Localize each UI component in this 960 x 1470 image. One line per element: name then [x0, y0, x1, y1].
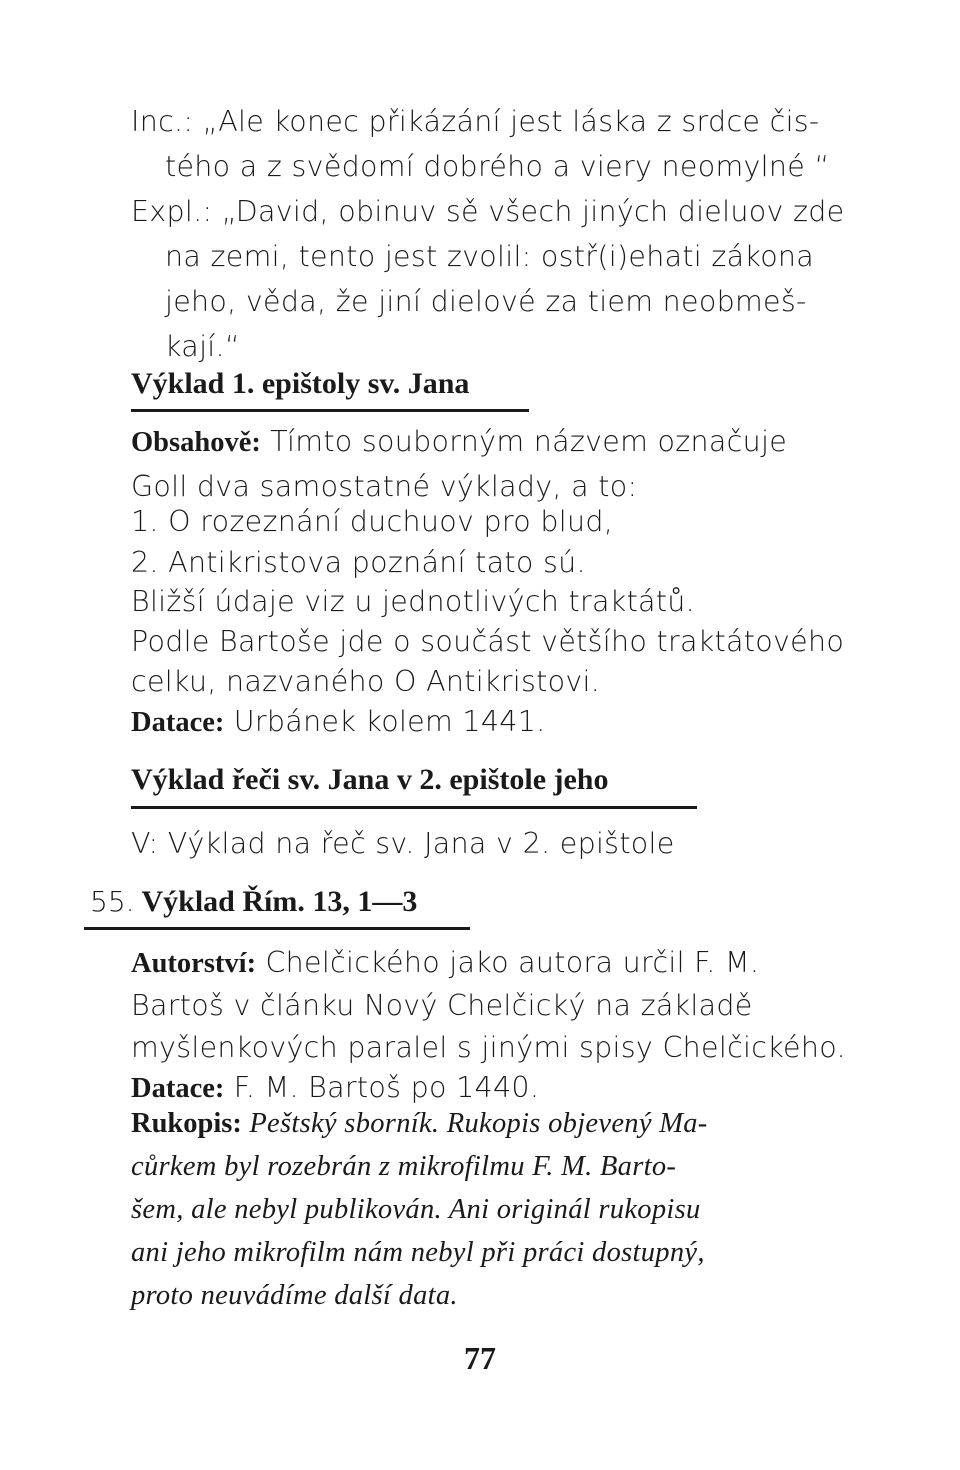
- obsah-line-1: [131, 420, 787, 465]
- section-title: Výklad Řím. 13, 1—3: [141, 885, 418, 918]
- incipit-line-2: tého a z svědomí dobrého a viery neomylné “: [165, 150, 830, 183]
- obsah-line-2: Goll dva samostatné výklady, a to:: [131, 470, 638, 503]
- section-heading-vyklad-1-epistoly: Výklad 1. epištoly sv. Jana: [131, 367, 470, 400]
- autorstvi-label: Autorství:: [131, 948, 257, 979]
- autorstvi-line-3: myšlenkových paralel s jinými spisy Chelčického.: [131, 1031, 846, 1064]
- datace-label: Datace:: [131, 707, 225, 738]
- section-heading-vyklad-rim: [90, 880, 417, 924]
- autorstvi-text: Chelčického jako autora určil F. M.: [265, 946, 760, 979]
- heading-underline: [84, 927, 470, 930]
- obsah-text: Tímto souborným názvem označuje: [270, 425, 788, 458]
- section-number: 55.: [90, 885, 135, 918]
- obsah-label: Obsahově:: [131, 427, 261, 458]
- explicit-line-3: jeho, věda, že jiní dielové za tiem neobmeš-: [165, 285, 807, 318]
- datace-text: Urbánek kolem 1441.: [233, 705, 546, 738]
- obsah-line-6: Podle Bartoše jde o součást většího traktátového: [131, 625, 845, 658]
- obsah-line-7: celku, nazvaného O Antikristovi.: [131, 665, 601, 698]
- section-heading-vyklad-reci: Výklad řeči sv. Jana v 2. epištole jeho: [131, 763, 609, 796]
- variant-title-line: V: Výklad na řeč sv. Jana v 2. epištole: [131, 827, 675, 860]
- heading-underline: [131, 409, 529, 412]
- datace-line: [131, 700, 546, 745]
- autorstvi-line-2: Bartoš v článku Nový Chelčický na základě: [131, 989, 753, 1022]
- rukopis-label: Rukopis:: [131, 1108, 242, 1139]
- explicit-line-1: Expl.: „David, obinuv sě všech jiných dieluov zde: [131, 195, 845, 228]
- explicit-line-4: kají.“: [165, 330, 240, 363]
- datace-label: Datace:: [131, 1073, 225, 1104]
- heading-underline: [131, 806, 697, 809]
- rukopis-line-3: šem, ale nebyl publikován. Ani originál rukopisu: [131, 1194, 701, 1225]
- obsah-line-5: Bližší údaje viz u jednotlivých traktátů.: [131, 585, 696, 618]
- datace-text: F. M. Bartoš po 1440.: [233, 1071, 540, 1104]
- obsah-line-3: 1. O rozeznání duchuov pro blud,: [131, 505, 614, 538]
- incipit-line-1: Inc.: „Ale konec přikázání jest láska z srdce čis-: [131, 105, 820, 138]
- page-number: 77: [464, 1340, 496, 1376]
- explicit-line-2: na zemi, tento jest zvolil: ostř(i)ehati zákona: [165, 240, 815, 273]
- rukopis-line-1: [131, 1102, 708, 1146]
- rukopis-line-4: ani jeho mikrofilm nám nebyl při práci dostupný,: [131, 1237, 705, 1268]
- obsah-line-4: 2. Antikristova poznání tato sú.: [131, 546, 586, 579]
- rukopis-line-5: proto neuvádíme další data.: [131, 1280, 458, 1311]
- rukopis-line-2: cůrkem byl rozebrán z mikrofilmu F. M. Barto-: [131, 1151, 677, 1182]
- autorstvi-line-1: [131, 941, 759, 986]
- rukopis-text: Peštský sborník. Rukopis objevený Ma-: [249, 1108, 708, 1139]
